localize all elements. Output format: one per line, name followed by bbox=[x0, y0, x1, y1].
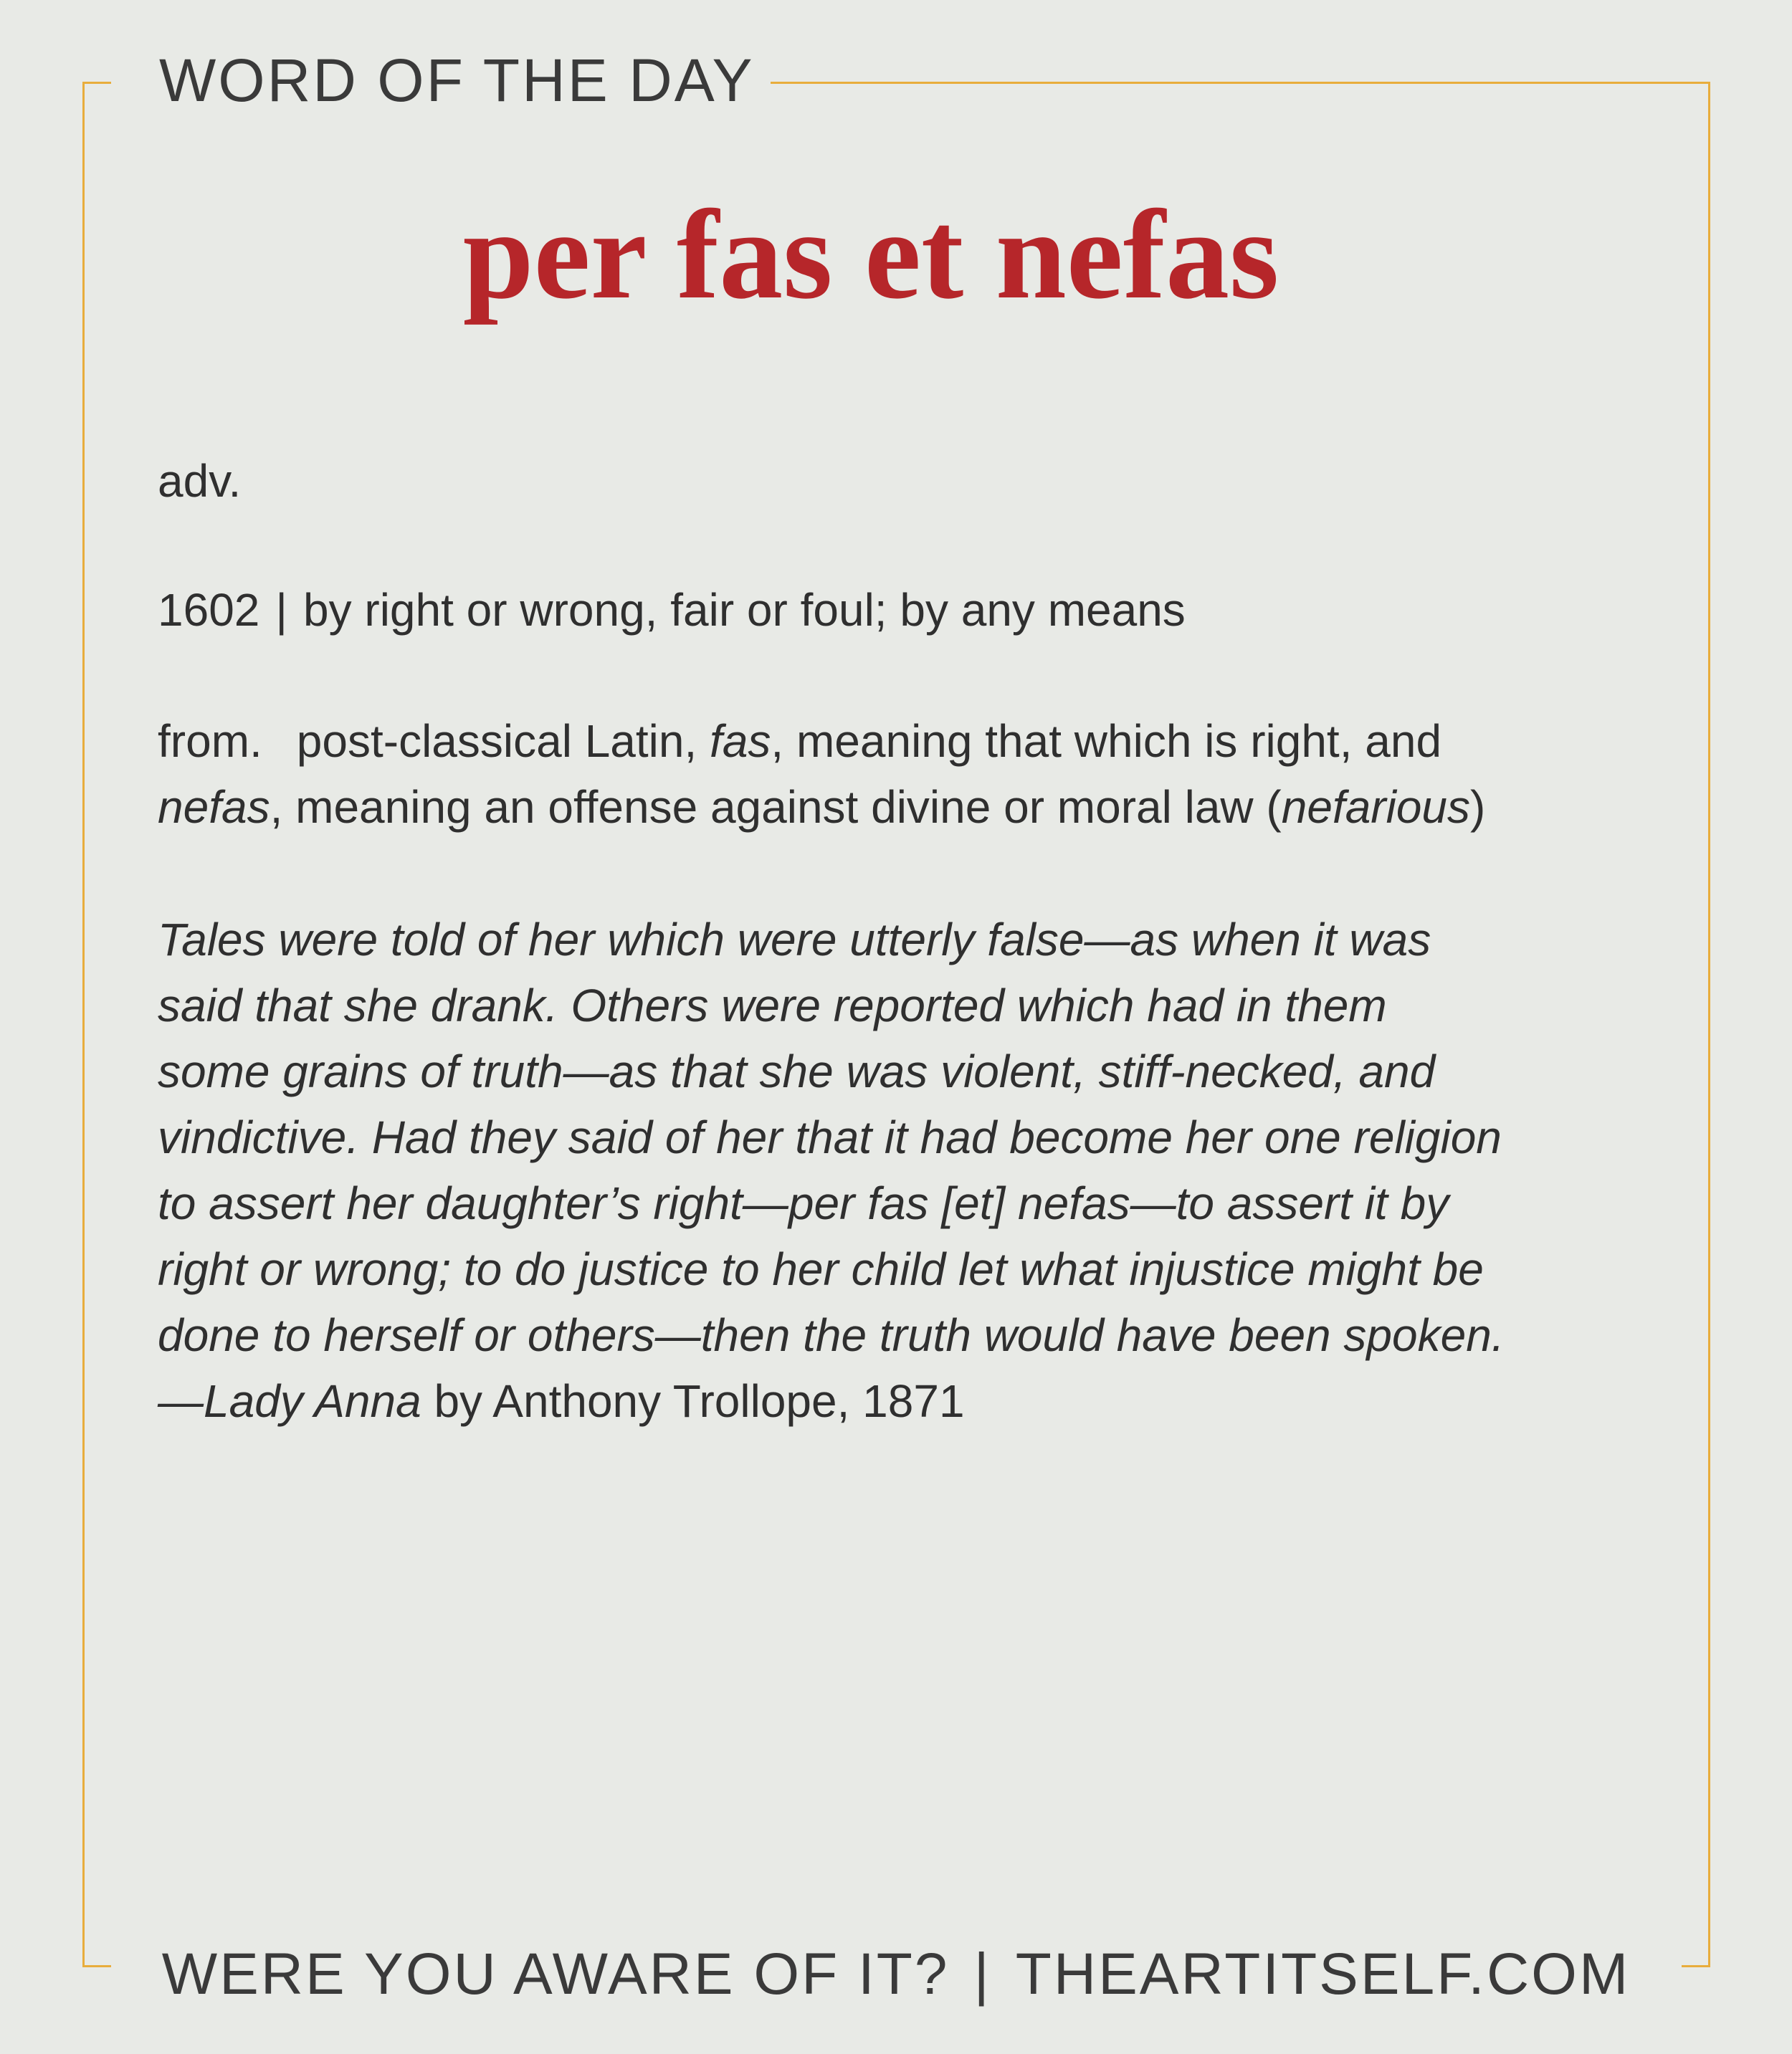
quote-line: to assert her daughter’s right—per fas [et] nefas—to assert it by bbox=[158, 1178, 1449, 1229]
etymology-term-fas: fas bbox=[710, 715, 771, 767]
etymology bbox=[158, 708, 1677, 840]
example-quote bbox=[158, 907, 1677, 1434]
definition-separator: | bbox=[275, 584, 287, 636]
footer-tagline: WERE YOU AWARE OF IT? bbox=[161, 1941, 950, 2007]
etymology-text: ) bbox=[1470, 781, 1486, 833]
etymology-label: from. bbox=[158, 715, 262, 767]
etymology-term-nefas: nefas bbox=[158, 781, 270, 833]
quote-line: vindictive. Had they said of her that it had become her one religion bbox=[158, 1112, 1502, 1163]
footer-separator: | bbox=[973, 1941, 991, 2007]
etymology-text: post-classical Latin, bbox=[296, 715, 710, 767]
quote-source-title: —Lady Anna bbox=[158, 1375, 421, 1427]
quote-attribution bbox=[158, 1368, 1677, 1434]
frame-top-right bbox=[771, 82, 1710, 84]
frame-right bbox=[1708, 82, 1710, 1967]
quote-line: said that she drank. Others were reported which had in them bbox=[158, 980, 1387, 1031]
quote-line: Tales were told of her which were utterly false—as when it was bbox=[158, 914, 1431, 965]
quote-line: done to herself or others—then the truth would have been spoken. bbox=[158, 1309, 1505, 1361]
card-heading: WORD OF THE DAY bbox=[159, 47, 755, 114]
part-of-speech: adv. bbox=[158, 455, 242, 507]
quote-line: some grains of truth—as that she was violent, stiff-necked, and bbox=[158, 1046, 1436, 1097]
etymology-text: , meaning that which is right, and bbox=[771, 715, 1442, 767]
frame-top-left bbox=[82, 82, 111, 84]
headword: per fas et nefas bbox=[462, 183, 1279, 325]
footer-website: THEARTITSELF.COM bbox=[1015, 1941, 1631, 2007]
etymology-line-2 bbox=[158, 774, 1677, 840]
frame-left bbox=[82, 82, 85, 1967]
first-use-year: 1602 bbox=[158, 584, 260, 636]
etymology-text: , meaning an offense against divine or moral law ( bbox=[270, 781, 1282, 833]
footer bbox=[0, 1935, 1792, 2014]
quote-line: right or wrong; to do justice to her child let what injustice might be bbox=[158, 1243, 1484, 1295]
definition-line bbox=[158, 577, 1677, 643]
etymology-line-1 bbox=[158, 708, 1677, 774]
etymology-term-nefarious: nefarious bbox=[1281, 781, 1470, 833]
quote-source-author: by Anthony Trollope, 1871 bbox=[421, 1375, 965, 1427]
definition-text: by right or wrong, fair or foul; by any means bbox=[303, 584, 1186, 636]
